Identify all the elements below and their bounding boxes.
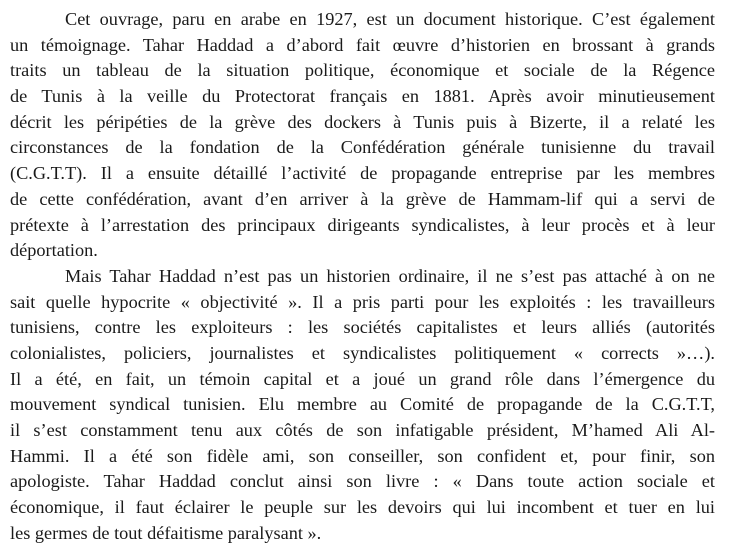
text-line: déportation. bbox=[10, 240, 98, 261]
text-line: décrit les péripéties de la grève des dockers à Tunis puis à Bizerte, il a relaté les bbox=[10, 111, 715, 132]
text-line: apologiste. Tahar Haddad conclut ainsi son livre : « Dans toute action sociale et bbox=[10, 471, 715, 492]
text-line: (C.G.T.T). Il a ensuite détaillé l’activité de propagande entreprise par les membres bbox=[10, 163, 715, 184]
text-line: Mais Tahar Haddad n’est pas un historien ordinaire, il ne s’est pas attaché à on ne bbox=[65, 265, 715, 286]
text-line: les germes de tout défaitisme paralysant ». bbox=[10, 522, 322, 543]
text-line: traits un tableau de la situation politique, économique et sociale de la Régence bbox=[10, 60, 715, 81]
text-line: circonstances de la fondation de la Confédération générale tunisienne du travail bbox=[10, 137, 715, 158]
text-line: colonialistes, policiers, journalistes et syndicalistes politiquement « corrects »…). bbox=[10, 342, 715, 363]
paragraph-2 bbox=[10, 264, 715, 546]
text-line: Il a été, en fait, un témoin capital et a joué un grand rôle dans l’émergence du bbox=[10, 368, 715, 389]
text-line: de Tunis à la veille du Protectorat français en 1881. Après avoir minutieusement bbox=[10, 86, 715, 107]
text-line: sait quelle hypocrite « objectivité ». Il a pris parti pour les exploités : les travailleurs bbox=[10, 291, 715, 312]
text-line: Hammi. Il a été son fidèle ami, son conseiller, son confident et, pour finir, son bbox=[10, 445, 715, 466]
text-line: tunisiens, contre les exploiteurs : les sociétés capitalistes et leurs alliés (autorités bbox=[10, 317, 715, 338]
text-line: de cette confédération, avant d’en arriver à la grève de Hammam-lif qui a servi de bbox=[10, 188, 715, 209]
text-line: mouvement syndical tunisien. Elu membre au Comité de propagande de la C.G.T.T, bbox=[10, 394, 715, 415]
text-line: un témoignage. Tahar Haddad a d’abord fait œuvre d’historien en brossant à grands bbox=[10, 34, 715, 55]
text-line: prétexte à l’arrestation des principaux dirigeants syndicalistes, à leur procès et à leur bbox=[10, 214, 715, 235]
text-line: il s’est constamment tenu aux côtés de son infatigable président, M’hamed Ali Al- bbox=[10, 420, 715, 440]
text-line: économique, il faut éclairer le peuple sur les devoirs qui lui incombent et tuer en lui bbox=[10, 497, 715, 518]
text-line: Cet ouvrage, paru en arabe en 1927, est un document historique. C’est également bbox=[65, 9, 715, 29]
paragraph-1 bbox=[10, 7, 715, 264]
